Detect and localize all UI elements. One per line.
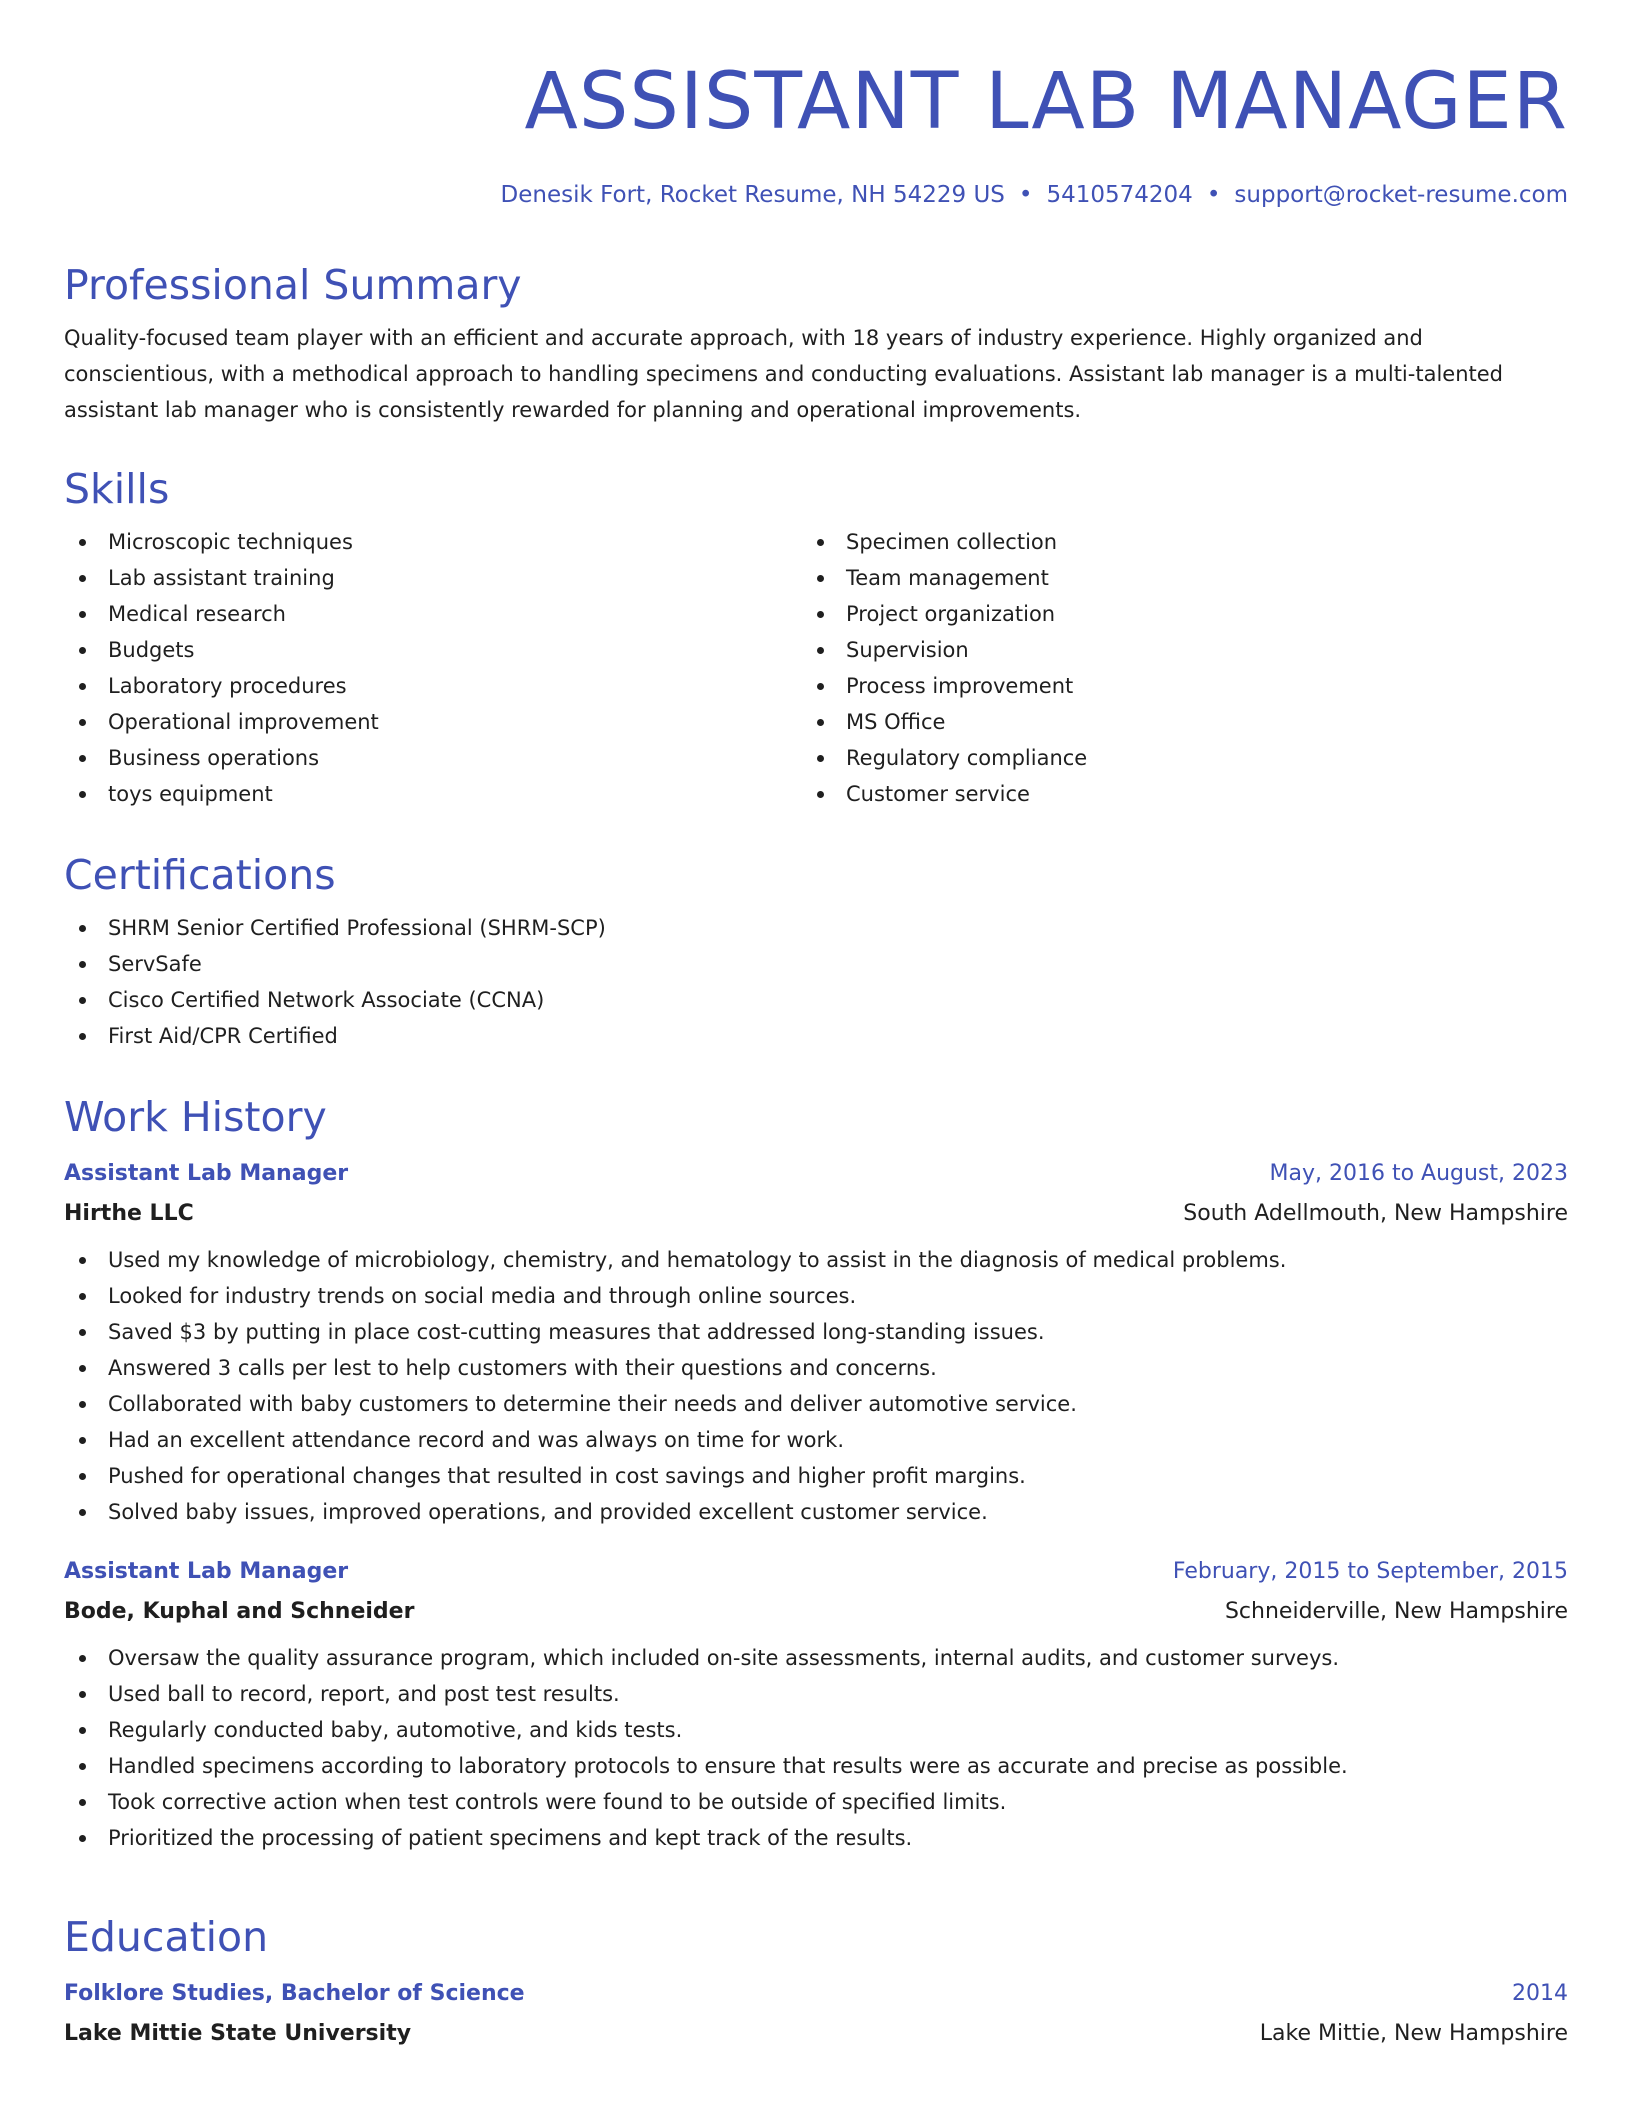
- job-title: Assistant Lab Manager: [64, 1161, 349, 1186]
- education-location: Lake Mittie, New Hampshire: [1259, 2021, 1568, 2046]
- job-dates: May, 2016 to August, 2023: [1269, 1161, 1568, 1186]
- job-bullet: Had an excellent attendance record and was always on time for work.: [64, 1422, 1568, 1458]
- job-location: Schneiderville, New Hampshire: [1224, 1599, 1568, 1624]
- skill-item: Laboratory procedures: [64, 668, 802, 704]
- job-bullet: Answered 3 calls per lest to help customers with their questions and concerns.: [64, 1350, 1568, 1386]
- summary-text: Quality-focused team player with an efficient and accurate approach, with 18 years of industry experience. Highly organized and conscientious, with a methodical approach to handling specimens and conducting evaluations. Assistant lab manager is a multi-talented assistant lab manager who is consistently rewarded for planning and operational improvements.: [64, 326, 1503, 422]
- job-bullet: Prioritized the processing of patient specimens and kept track of the results.: [64, 1820, 1568, 1856]
- job-bullet: Took corrective action when test controls were found to be outside of specified limits.: [64, 1784, 1568, 1820]
- contact-address: Denesik Fort, Rocket Resume, NH 54229 US: [500, 182, 1005, 208]
- skill-item: Customer service: [802, 776, 1540, 812]
- certification-item: Cisco Certified Network Associate (CCNA): [64, 982, 1568, 1018]
- certifications-list: [64, 910, 1568, 1054]
- work-history-section: [64, 1092, 1568, 1856]
- skill-item: Budgets: [64, 632, 802, 668]
- contact-phone: 5410574204: [1046, 182, 1193, 208]
- education-section: [64, 1912, 1568, 2054]
- job-bullets: [64, 1242, 1568, 1530]
- job-header-row: [64, 1552, 1568, 1592]
- skill-item: Business operations: [64, 740, 802, 776]
- contact-separator: •: [1018, 182, 1033, 208]
- job-company: Hirthe LLC: [64, 1201, 194, 1226]
- job-bullets: [64, 1640, 1568, 1856]
- job-dates: February, 2015 to September, 2015: [1172, 1559, 1568, 1584]
- summary-section: [64, 260, 1568, 428]
- job-header-row: [64, 1154, 1568, 1194]
- certifications-heading: Certifications: [64, 851, 336, 899]
- skill-item: Process improvement: [802, 668, 1540, 704]
- skills-list-left: [64, 524, 802, 812]
- job-bullet: Used ball to record, report, and post test results.: [64, 1676, 1568, 1712]
- certification-item: ServSafe: [64, 946, 1568, 982]
- summary-heading: Professional Summary: [64, 261, 522, 309]
- skill-item: MS Office: [802, 704, 1540, 740]
- education-year: 2014: [1512, 1981, 1568, 2006]
- skill-item: Medical research: [64, 596, 802, 632]
- contact-separator: •: [1206, 182, 1221, 208]
- job-location: South Adellmouth, New Hampshire: [1183, 1201, 1568, 1226]
- skills-section: [64, 464, 1568, 812]
- skills-list-right: [802, 524, 1540, 812]
- skills-columns: [64, 524, 1568, 812]
- education-heading: Education: [64, 1913, 269, 1961]
- skill-item: Supervision: [802, 632, 1540, 668]
- job-bullet: Handled specimens according to laboratory protocols to ensure that results were as accurate and precise as possible.: [64, 1748, 1568, 1784]
- job-bullet: Solved baby issues, improved operations, and provided excellent customer service.: [64, 1494, 1568, 1530]
- education-header-row: [64, 1974, 1568, 2014]
- skill-item: Project organization: [802, 596, 1540, 632]
- job-entry: [64, 1552, 1568, 1856]
- job-bullet: Regularly conducted baby, automotive, and kids tests.: [64, 1712, 1568, 1748]
- education-entry: [64, 1974, 1568, 2054]
- certifications-section: [64, 850, 1568, 1054]
- skill-item: toys equipment: [64, 776, 802, 812]
- skill-item: Operational improvement: [64, 704, 802, 740]
- skill-item: Microscopic techniques: [64, 524, 802, 560]
- job-entry: [64, 1154, 1568, 1530]
- job-bullet: Pushed for operational changes that resulted in cost savings and higher profit margins.: [64, 1458, 1568, 1494]
- skill-item: Lab assistant training: [64, 560, 802, 596]
- skill-item: Regulatory compliance: [802, 740, 1540, 776]
- job-title: Assistant Lab Manager: [64, 1559, 349, 1584]
- certification-item: First Aid/CPR Certified: [64, 1018, 1568, 1054]
- skill-item: Team management: [802, 560, 1540, 596]
- certification-item: SHRM Senior Certified Professional (SHRM-SCP): [64, 910, 1568, 946]
- contact-email: support@rocket-resume.com: [1234, 182, 1568, 208]
- education-school: Lake Mittie State University: [64, 2021, 412, 2046]
- job-bullet: Oversaw the quality assurance program, which included on-site assessments, internal audits, and customer surveys.: [64, 1640, 1568, 1676]
- contact-line: [501, 180, 1568, 210]
- skill-item: Specimen collection: [802, 524, 1540, 560]
- job-company: Bode, Kuphal and Schneider: [64, 1599, 415, 1624]
- job-bullet: Collaborated with baby customers to determine their needs and deliver automotive service.: [64, 1386, 1568, 1422]
- job-company-row: [64, 1592, 1568, 1632]
- job-bullet: Looked for industry trends on social media and through online sources.: [64, 1278, 1568, 1314]
- skills-heading: Skills: [64, 465, 170, 513]
- job-bullet: Saved $3 by putting in place cost-cutting measures that addressed long-standing issues.: [64, 1314, 1568, 1350]
- work-history-heading: Work History: [64, 1093, 327, 1141]
- job-bullet: Used my knowledge of microbiology, chemistry, and hematology to assist in the diagnosis of medical problems.: [64, 1242, 1568, 1278]
- job-company-row: [64, 1194, 1568, 1234]
- education-degree: Folklore Studies, Bachelor of Science: [64, 1981, 525, 2006]
- resume-name: ASSISTANT LAB MANAGER: [524, 57, 1568, 147]
- education-school-row: [64, 2014, 1568, 2054]
